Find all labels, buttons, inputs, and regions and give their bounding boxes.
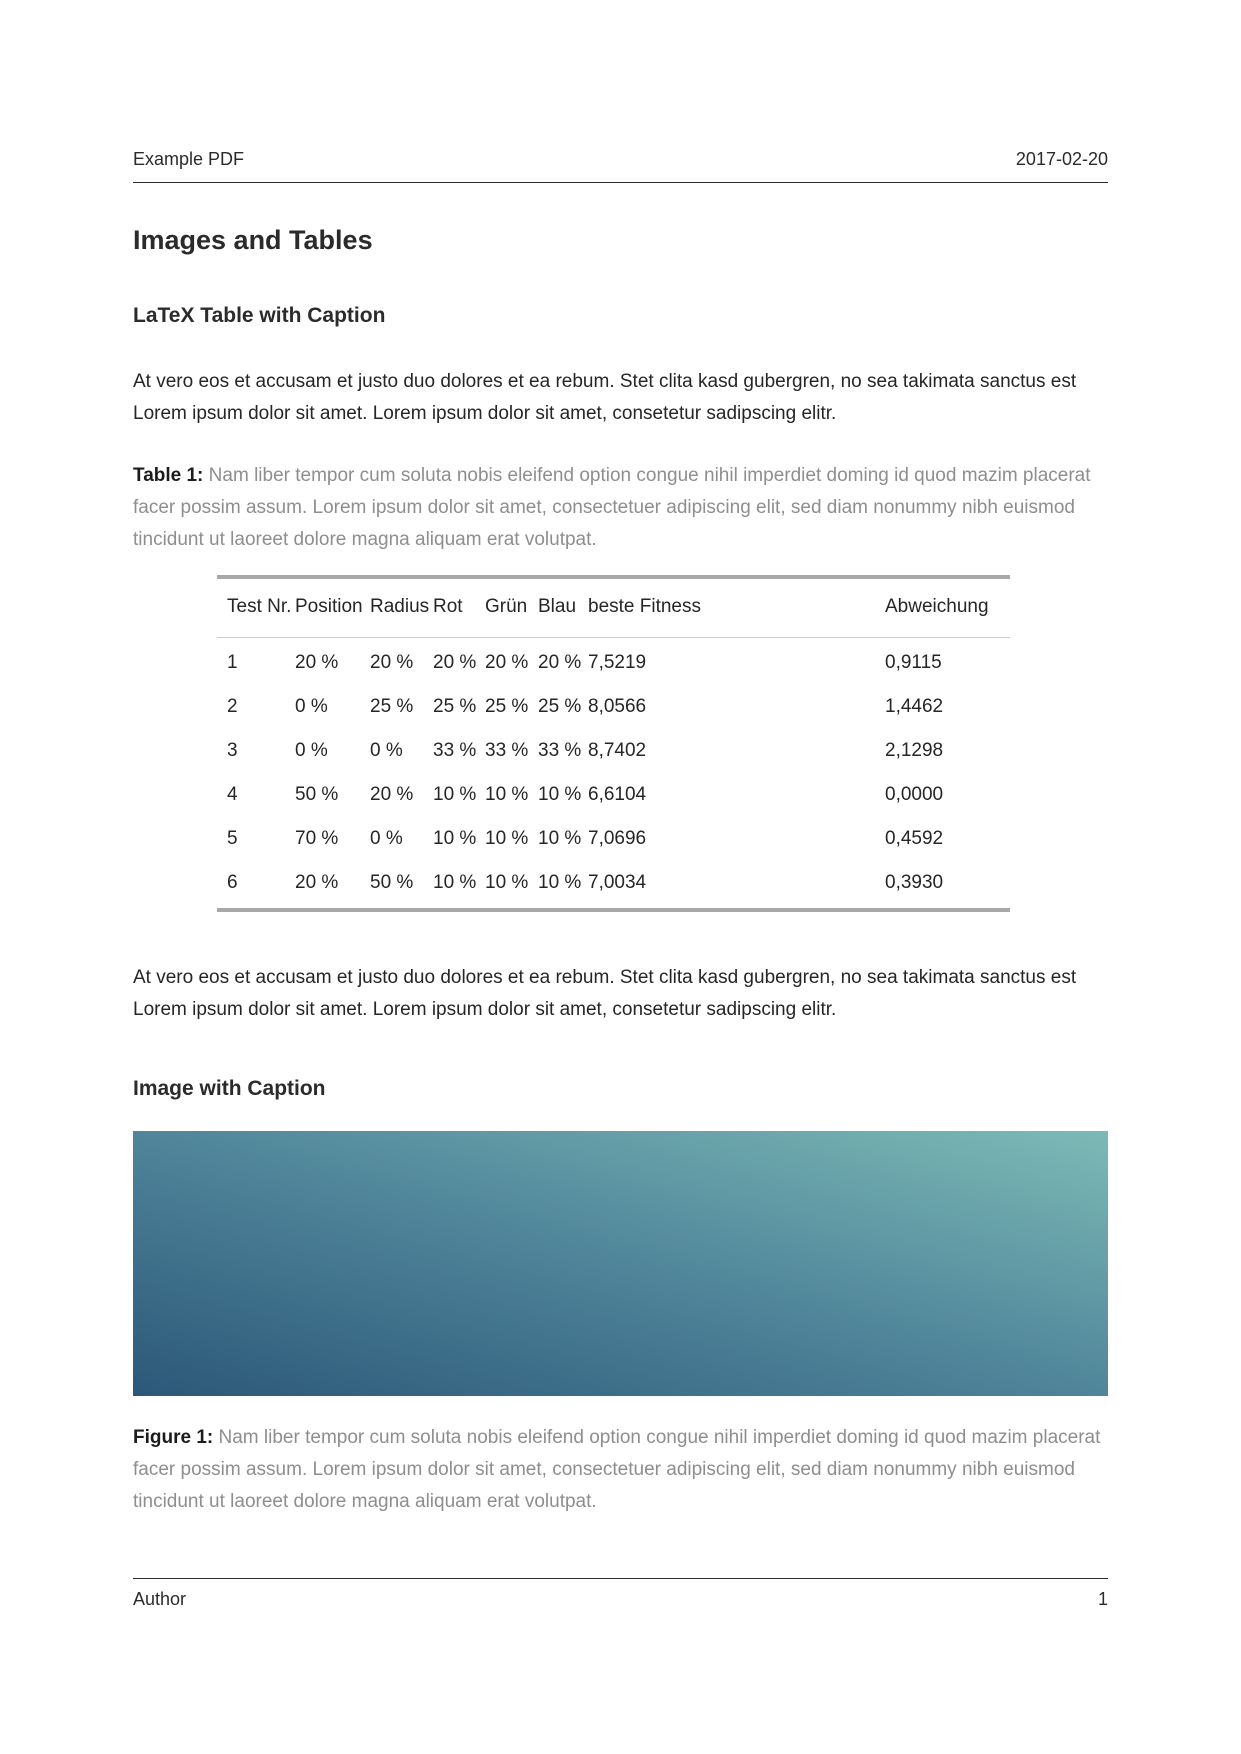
table-cell: 0,4592 <box>885 828 944 849</box>
table-section-closing-paragraph: At vero eos et accusam et justo duo dolores et ea rebum. Stet clita kasd gubergren, no sea takimata sanctus est Lorem ipsum dolor sit amet. Lorem ipsum dolor sit amet, consetetur sadipscing elitr. <box>133 967 1077 1020</box>
table-cell: 10 % <box>433 784 477 805</box>
table-caption <box>133 460 1108 556</box>
header-title: Example PDF <box>133 149 245 169</box>
header-date: 2017-02-20 <box>1015 149 1108 169</box>
table-cell: 0,3930 <box>885 872 944 893</box>
results-table <box>217 575 1010 912</box>
table-cell: 6 <box>227 872 238 893</box>
table-row <box>217 729 1010 773</box>
table-cell: 50 % <box>370 872 414 893</box>
table-cell: 7,0034 <box>588 872 647 893</box>
table-row <box>217 861 1010 910</box>
table-cell: 0 % <box>370 740 403 761</box>
table-section-heading: LaTeX Table with Caption <box>133 304 386 327</box>
table-cell: 8,7402 <box>588 740 647 761</box>
table-cell: 20 % <box>295 652 339 673</box>
table-cell: 10 % <box>485 784 529 805</box>
table-cell: 1 <box>227 652 238 673</box>
footer-author: Author <box>133 1589 187 1609</box>
table-cell: 20 % <box>433 652 477 673</box>
table-cell: 33 % <box>538 740 582 761</box>
table-cell: 20 % <box>370 652 414 673</box>
table-cell: 7,0696 <box>588 828 647 849</box>
table-cell: 4 <box>227 784 238 805</box>
table-cell: 25 % <box>370 696 414 717</box>
table-cell: 3 <box>227 740 238 761</box>
table-cell: 10 % <box>485 872 529 893</box>
table-cell: 10 % <box>538 872 582 893</box>
table-cell: 1,4462 <box>885 696 944 717</box>
table-row <box>217 773 1010 817</box>
table-cell: 25 % <box>485 696 529 717</box>
figure-caption-text: Nam liber tempor cum soluta nobis eleifend option congue nihil imperdiet doming id quod mazim placerat facer possim assum. Lorem ipsum dolor sit amet, consectetuer adipiscing elit, sed diam nonummy nibh euismod tincidunt ut laoreet dolore magna aliquam erat volutpat. <box>133 1427 1101 1512</box>
table-cell: 10 % <box>433 828 477 849</box>
table-cell: 20 % <box>538 652 582 673</box>
column-header: Abweichung <box>885 577 1010 638</box>
column-header: Grün <box>485 577 538 638</box>
table-cell: 25 % <box>433 696 477 717</box>
table-cell: 2 <box>227 696 238 717</box>
table-row <box>217 817 1010 861</box>
table-cell: 0,0000 <box>885 784 944 805</box>
column-header: Rot <box>433 577 485 638</box>
column-header: Radius <box>370 577 433 638</box>
figure-image <box>133 1131 1108 1396</box>
table-cell: 0 % <box>370 828 403 849</box>
table-cell: 10 % <box>538 784 582 805</box>
table-header-row <box>217 577 1010 638</box>
table-cell: 7,5219 <box>588 652 647 673</box>
image-section-heading: Image with Caption <box>133 1077 326 1100</box>
table-cell: 50 % <box>295 784 339 805</box>
table-row <box>217 638 1010 686</box>
footer-page-number: 1 <box>1097 1589 1108 1609</box>
table-caption-label: Table 1: <box>133 465 204 486</box>
table-cell: 10 % <box>538 828 582 849</box>
table-cell: 25 % <box>538 696 582 717</box>
table-cell: 10 % <box>485 828 529 849</box>
table-cell: 20 % <box>295 872 339 893</box>
table-body <box>217 638 1010 911</box>
table-cell: 0 % <box>295 696 328 717</box>
table-cell: 2,1298 <box>885 740 944 761</box>
table-cell: 20 % <box>485 652 529 673</box>
table-cell: 0 % <box>295 740 328 761</box>
table-caption-text: Nam liber tempor cum soluta nobis eleifend option congue nihil imperdiet doming id quod mazim placerat facer possim assum. Lorem ipsum dolor sit amet, consectetuer adipiscing elit, sed diam nonummy nibh euismod tincidunt ut laoreet dolore magna aliquam erat volutpat. <box>133 465 1091 550</box>
table-cell: 33 % <box>485 740 529 761</box>
table-cell: 70 % <box>295 828 339 849</box>
page-header <box>133 0 1108 183</box>
page-title: Images and Tables <box>133 225 373 255</box>
table-section-intro-paragraph: At vero eos et accusam et justo duo dolores et ea rebum. Stet clita kasd gubergren, no sea takimata sanctus est Lorem ipsum dolor sit amet. Lorem ipsum dolor sit amet, consetetur sadipscing elitr. <box>133 371 1077 424</box>
table-cell: 10 % <box>433 872 477 893</box>
figure-caption <box>133 1422 1108 1518</box>
column-header: beste Fitness <box>588 577 885 638</box>
figure-caption-label: Figure 1: <box>133 1427 214 1448</box>
column-header: Blau <box>538 577 588 638</box>
table-cell: 6,6104 <box>588 784 647 805</box>
table-cell: 20 % <box>370 784 414 805</box>
column-header: Test Nr. <box>217 577 295 638</box>
table-cell: 8,0566 <box>588 696 647 717</box>
column-header: Position <box>295 577 370 638</box>
table-cell: 5 <box>227 828 238 849</box>
page-footer <box>133 1578 1108 1610</box>
table-cell: 0,9115 <box>885 652 942 673</box>
table-row <box>217 685 1010 729</box>
table-cell: 33 % <box>433 740 477 761</box>
